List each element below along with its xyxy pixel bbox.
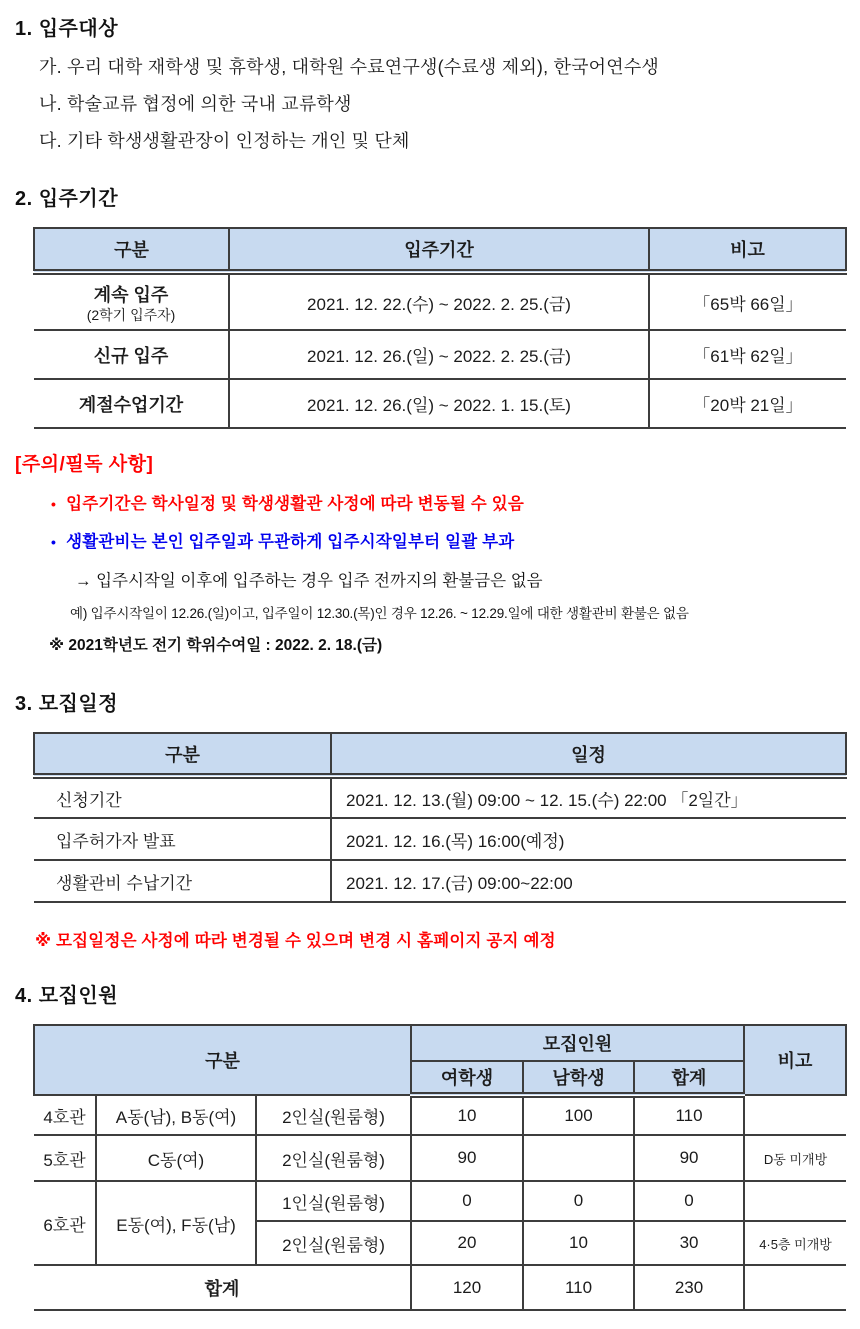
table-header-row [34,733,846,776]
row-label-cell: 생활관비 수납기간 [34,860,331,902]
col-header: 구분 [34,228,229,272]
notice-example-line: 예) 입주시작일이 12.26.(일)이고, 입주일이 12.30.(목)인 경우 12.26. ~ 12.29.일에 대한 생활관비 환불은 없음 [70,606,689,621]
section2-title: 2. 입주기간 [15,188,119,210]
table-row [34,1095,846,1135]
list-item: 나. 학술교류 협정에 의한 국내 교류학생 [39,94,352,114]
row-label: 계속 입주 [93,284,169,305]
col-header: 비고 [744,1025,846,1095]
list-item: 가. 우리 대학 재학생 및 휴학생, 대학원 수료연구생(수료생 제외), 한국어연수생 [39,57,660,77]
female-count-cell: 0 [411,1181,523,1221]
female-count-cell: 10 [411,1095,523,1135]
note-cell: 4·5층 미개방 [744,1221,846,1265]
building-cell: 6호관 [34,1181,96,1265]
note-cell: 「65박 66일」 [649,272,846,330]
building-cell: 5호관 [34,1135,96,1181]
recruitment-schedule-table [33,732,847,903]
row-label-cell: 신규 입주 [34,330,229,379]
row-sublabel: (2학기 입주자) [86,306,176,323]
female-count-cell: 20 [411,1221,523,1265]
dong-cell: A동(남), B동(여) [96,1095,256,1135]
schedule-cell: 2021. 12. 13.(월) 09:00 ~ 12. 15.(수) 22:00 「2일간」 [331,776,846,818]
note-cell [744,1095,846,1135]
male-count-cell: 10 [523,1221,634,1265]
section1-title: 1. 입주대상 [15,18,119,40]
building-cell: 4호관 [34,1095,96,1135]
move-in-period-table [33,227,847,429]
section4-title: 4. 모집인원 [15,985,119,1007]
note-cell: 「20박 21일」 [649,379,846,428]
schedule-change-note: ※ 모집일정은 사정에 따라 변경될 수 있으며 변경 시 홈페이지 공지 예정 [35,932,556,950]
row-label-cell: 입주허가자 발표 [34,818,331,860]
dong-cell: E동(여), F동(남) [96,1181,256,1265]
footer-label-cell: 합계 [34,1265,411,1310]
table-footer-row [34,1265,846,1310]
male-count-cell: 0 [523,1181,634,1221]
bullet-icon: • [51,534,57,550]
col-header: 남학생 [523,1061,634,1095]
total-count-cell: 0 [634,1181,744,1221]
room-type-cell: 1인실(원룸형) [256,1181,411,1221]
male-total-cell: 110 [523,1265,634,1310]
dong-cell: C동(여) [96,1135,256,1181]
notice-arrow-line: → 입주시작일 이후에 입주하는 경우 입주 전까지의 환불금은 없음 [75,572,543,590]
room-type-cell: 2인실(원룸형) [256,1135,411,1181]
room-type-cell: 2인실(원룸형) [256,1095,411,1135]
grand-total-cell: 230 [634,1265,744,1310]
col-header: 비고 [649,228,846,272]
table-row [34,272,846,330]
notice-bullet-blue [51,528,845,552]
period-cell: 2021. 12. 22.(수) ~ 2022. 2. 25.(금) [229,272,649,330]
recruitment-capacity-table [33,1024,847,1311]
notice-bullet-red [51,490,845,514]
notice-bullet-text: 생활관비는 본인 입주일과 무관하게 입주시작일부터 일괄 부과 [66,533,515,551]
col-header: 입주기간 [229,228,649,272]
room-type-cell: 2인실(원룸형) [256,1221,411,1265]
col-header: 구분 [34,733,331,776]
list-item: 다. 기타 학생생활관장이 인정하는 개인 및 단체 [39,131,410,151]
col-header-group: 모집인원 [411,1025,744,1061]
section3-title: 3. 모집일정 [15,693,119,715]
table-row [34,860,846,902]
note-cell: 「61박 62일」 [649,330,846,379]
bullet-icon: • [51,496,57,512]
table-header-row [34,1025,846,1061]
notice-bullet-text: 입주기간은 학사일정 및 학생생활관 사정에 따라 변동될 수 있음 [66,495,524,513]
col-header: 여학생 [411,1061,523,1095]
table-row [34,818,846,860]
table-row [34,379,846,428]
table-row [34,330,846,379]
schedule-cell: 2021. 12. 16.(목) 16:00(예정) [331,818,846,860]
row-label-cell [34,272,229,330]
row-label-cell: 계절수업기간 [34,379,229,428]
col-header: 일정 [331,733,846,776]
total-count-cell: 110 [634,1095,744,1135]
total-count-cell: 90 [634,1135,744,1181]
note-cell [744,1181,846,1221]
col-header: 구분 [34,1025,411,1095]
female-total-cell: 120 [411,1265,523,1310]
notice-title: [주의/필독 사항] [15,454,154,475]
col-header: 합계 [634,1061,744,1095]
period-cell: 2021. 12. 26.(일) ~ 2022. 1. 15.(토) [229,379,649,428]
table-row [34,1181,846,1221]
male-count-cell [523,1135,634,1181]
table-row [34,776,846,818]
schedule-cell: 2021. 12. 17.(금) 09:00~22:00 [331,860,846,902]
notice-star-line: ※ 2021학년도 전기 학위수여일 : 2022. 2. 18.(금) [49,637,383,654]
female-count-cell: 90 [411,1135,523,1181]
period-cell: 2021. 12. 26.(일) ~ 2022. 2. 25.(금) [229,330,649,379]
note-cell: D동 미개방 [744,1135,846,1181]
table-header-row [34,228,846,272]
total-count-cell: 30 [634,1221,744,1265]
table-row [34,1135,846,1181]
caution-notice [15,449,845,655]
note-cell [744,1265,846,1310]
male-count-cell: 100 [523,1095,634,1135]
row-label-cell: 신청기간 [34,776,331,818]
section1-list [39,49,845,160]
